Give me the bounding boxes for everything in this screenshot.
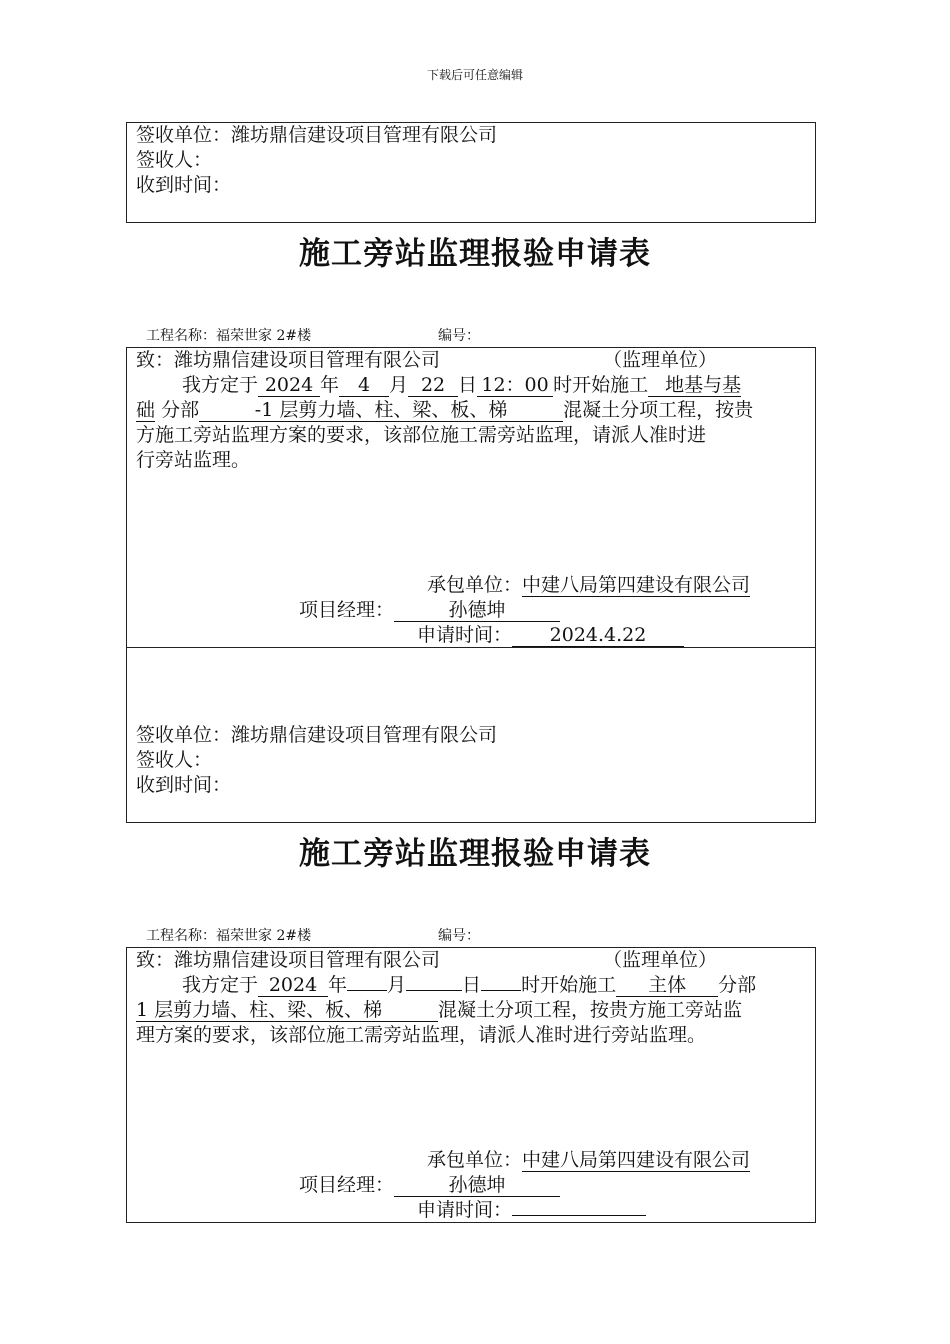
request-line-3: 理方案的要求，该部位施工需旁站监理，请派人准时进行旁站监理。 [136,1024,707,1046]
month-field [347,990,387,991]
subitem-field: 1 层剪力墙、柱、梁、板、梯 [136,999,438,1022]
apply-time-field [512,1215,646,1216]
month-field: 4 [339,374,389,397]
supervisor-unit-label: （监理单位） [603,349,718,371]
project-name: 工程名称：福荣世家 2#楼 [146,328,312,344]
manager-label: 项目经理： [299,599,395,621]
subitem-field: -1 层剪力墙、柱、梁、板、梯 [199,399,563,422]
contractor-line [427,573,750,598]
form-box-1 [126,347,816,823]
text: 混凝土分项工程，按贵方施工旁站监 [438,999,743,1021]
manager-field: 孙德坤 [394,599,560,622]
receipt-unit: 签收单位：潍坊鼎信建设项目管理有限公司 [136,724,498,746]
supervisor-unit-label: （监理单位） [603,949,718,971]
text: 月 [389,374,409,396]
form-box-2 [126,947,816,1223]
contractor-line [427,1148,750,1173]
text: 我方定于 [182,374,259,396]
apply-time-line [417,1198,646,1223]
text: 时开始施工 [553,374,649,396]
text: 年 [328,974,348,996]
text: 年 [320,374,340,396]
day-field: 22 [408,374,458,397]
year-field: 2024 [258,974,328,997]
text: 我方定于 [182,974,259,996]
division-field: 主体 [616,974,718,997]
form-number: 编号： [438,328,480,344]
request-line-4: 行旁站监理。 [136,449,251,471]
request-line-1 [182,973,756,998]
addressee: 致：潍坊鼎信建设项目管理有限公司 [136,949,441,971]
text: 分部 [718,974,757,996]
contractor-field: 中建八局第四建设有限公司 [522,574,751,596]
hour-field [481,990,521,991]
manager-line [299,1173,560,1198]
project-name: 工程名称：福荣世家 2#楼 [146,928,312,944]
text: 月 [387,974,407,996]
manager-line [299,598,560,623]
receipt-time: 收到时间： [136,774,232,796]
header-note: 下载后可任意编辑 [426,68,523,82]
year-field: 2024 [258,374,320,397]
text: 混凝土分项工程，按贵 [563,399,754,421]
receipt-signer: 签收人： [136,749,213,771]
apply-time-line [417,623,684,648]
request-line-2 [136,998,742,1023]
contractor-field: 中建八局第四建设有限公司 [522,1149,751,1171]
contractor-label: 承包单位： [427,574,523,596]
division-field: 地基与基 [648,374,741,397]
addressee: 致：潍坊鼎信建设项目管理有限公司 [136,349,441,371]
division-field-cont: 础 [136,399,156,421]
day-field [406,990,462,991]
row-divider [127,647,815,648]
receipt-signer: 签收人： [136,149,213,171]
text: 日 [462,974,482,996]
contractor-label: 承包单位： [427,1149,523,1171]
form-number: 编号： [438,928,480,944]
manager-label: 项目经理： [299,1174,395,1196]
hour-field: 12：00 [477,374,553,397]
request-line-3: 方施工旁站监理方案的要求，该部位施工需旁站监理，请派人准时进 [136,424,707,446]
request-line-2 [136,398,753,423]
apply-time-label: 申请时间： [417,1199,513,1221]
receipt-box-1 [126,122,816,223]
receipt-time: 收到时间： [136,174,232,196]
text: 日 [458,374,478,396]
form-title: 施工旁站监理报验申请表 [299,236,651,272]
manager-field: 孙德坤 [394,1174,560,1197]
text: 时开始施工 [521,974,617,996]
form-title: 施工旁站监理报验申请表 [299,836,651,872]
text: 分部 [161,399,200,421]
request-line-1 [182,373,741,398]
apply-time-label: 申请时间： [417,624,513,646]
apply-time-field: 2024.4.22 [512,624,684,647]
receipt-unit: 签收单位：潍坊鼎信建设项目管理有限公司 [136,124,498,146]
